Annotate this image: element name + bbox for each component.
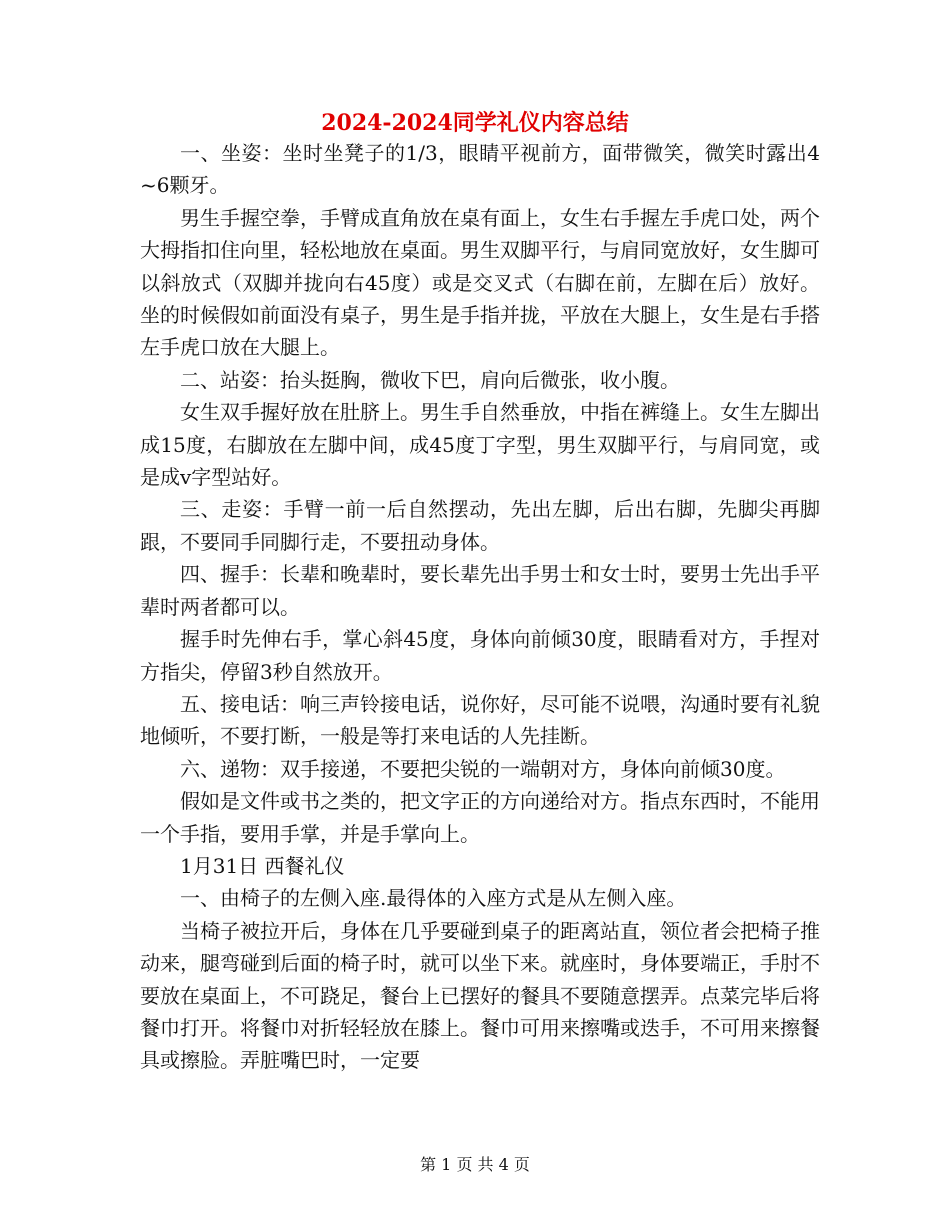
paragraph-handshake: 四、握手：长辈和晚辈时，要长辈先出手男士和女士时，要男士先出手平辈时两者都可以。 <box>140 562 820 619</box>
paragraph-seating-details: 当椅子被拉开后，身体在几乎要碰到桌子的距离站直，领位者会把椅子推动来，腿弯碰到后面的椅子时，就可以坐下来。就座时，身体要端正，手肘不要放在桌面上，不可跷足，餐台上已摆好的餐具不要随意摆弄。点菜完毕后将餐巾打开。将餐巾对折轻轻放在膝上。餐巾可用来擦嘴或迭手，不可用来擦餐具或擦脸。弄脏嘴巴时，一定要 <box>140 918 820 1073</box>
paragraph-phone-call: 五、接电话：响三声铃接电话，说你好，尽可能不说喂，沟通时要有礼貌地倾听，不要打断，一般是等打来电话的人先挂断。 <box>140 691 820 749</box>
paragraph-sitting-details: 男生手握空拳，手臂成直角放在桌有面上，女生右手握左手虎口处，两个大拇指扣住向里，轻松地放在桌面。男生双脚平行，与肩同宽放好，女生脚可以斜放式（双脚并拢向右45度）或是交叉式（右脚在前，左脚在后）放好。坐的时候假如前面没有桌子，男生是手指并拢，平放在大腿上，女生是右手搭左手虎口放在大腿上。 <box>140 205 820 360</box>
paragraph-handshake-details: 握手时先伸右手，掌心斜45度，身体向前倾30度，眼睛看对方，手捏对方指尖，停留3秒自然放开。 <box>140 627 820 684</box>
paragraph-western-dining-heading: 1月31日 西餐礼仪 <box>180 853 345 878</box>
document-body <box>140 137 820 1077</box>
page-footer: 第 1 页 共 4 页 <box>420 1155 530 1174</box>
paragraph-seating-left: 一、由椅子的左侧入座.最得体的入座方式是从左侧入座。 <box>180 886 687 911</box>
paragraph-walking-posture: 三、走姿：手臂一前一后自然摆动，先出左脚，后出右脚，先脚尖再脚跟，不要同手同脚行走，不要扭动身体。 <box>140 497 820 554</box>
paragraph-standing-posture: 二、站姿：抬头挺胸，微收下巴，肩向后微张，收小腹。 <box>180 367 680 392</box>
paragraph-sitting-posture: 一、坐姿：坐时坐凳子的1/3，眼睛平视前方，面带微笑，微笑时露出4~6颗牙。 <box>140 141 820 198</box>
document-title: 2024-2024同学礼仪内容总结 <box>321 110 629 136</box>
paragraph-passing-objects: 六、递物：双手接递，不要把尖锐的一端朝对方，身体向前倾30度。 <box>180 756 786 781</box>
paragraph-passing-documents: 假如是文件或书之类的，把文字正的方向递给对方。指点东西时，不能用一个手指，要用手掌，并是手掌向上。 <box>140 789 820 846</box>
paragraph-standing-details: 女生双手握好放在肚脐上。男生手自然垂放，中指在裤缝上。女生左脚出成15度，右脚放在左脚中间，成45度丁字型，男生双脚平行，与肩同宽，或是成v字型站好。 <box>140 400 820 490</box>
